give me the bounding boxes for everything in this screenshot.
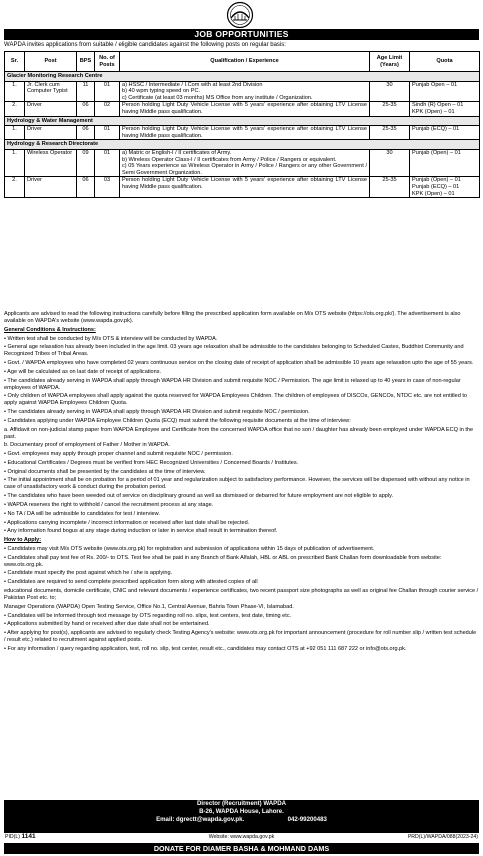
cell-sr: 2. (5, 102, 25, 116)
general-conditions-heading: General Conditions & Instructions: (4, 326, 96, 333)
cell-qualification (120, 81, 370, 102)
table-row (5, 102, 480, 116)
cell-bps: 06 (77, 102, 95, 116)
director-title: Director (Recruitment) WAPDA (196, 800, 287, 807)
cell-age-limit: 25-35 (370, 102, 410, 116)
general-condition-item: • Written test shall be conducted by M/s OTS & interview will be conducted by WAPDA. (4, 335, 218, 342)
cell-qualification (120, 102, 370, 116)
phone: 042-99200483 (287, 816, 327, 823)
cell-sr: 1. (5, 126, 25, 140)
how-to-apply-list (4, 546, 479, 653)
cell-no-of-posts: 02 (95, 102, 120, 116)
table-row (5, 177, 480, 198)
how-to-apply-heading: How to Apply: (4, 537, 42, 544)
quota-line: Punjab Open – 01 (412, 81, 458, 88)
general-condition-item: a. Affidavit on non-judicial stamp paper from WAPDA Employee and Certificate from the concerned WAPDA office that no son / daughter has already been employed under WAPDA ECQ in the past. (4, 426, 474, 440)
wapda-logo-icon (223, 1, 257, 29)
cell-quota (410, 126, 480, 140)
cell-qualification (120, 177, 370, 198)
pid-label: PID(L) (5, 834, 20, 840)
cell-bps: 11 (77, 81, 95, 102)
address: B-26, WAPDA House, Lahore. (199, 808, 284, 815)
section-row (5, 116, 480, 126)
qualification-line: c) Certificate (at least 03 months) MS Office from any institute / Organization. (122, 94, 313, 101)
how-to-apply-item: • Candidate must specify the post against which he / she is applying. (4, 570, 173, 577)
qualification-line: b) 40 wpm typing speed on PC. (122, 88, 201, 95)
header-qualification: Qualification / Experience (120, 52, 370, 72)
general-condition-item: • The candidates already serving in WAPDA shall apply through WAPDA HR Division and submit requisite NOC / Permission. The age limit is relaxed up to 40 years in case of non-regular employees of WAPDA. (4, 377, 461, 391)
cell-age-limit: 25-35 (370, 177, 410, 198)
quota-line: Punjab (Open) – 01 (412, 177, 461, 184)
cell-quota (410, 177, 480, 198)
general-conditions-list (4, 336, 479, 536)
how-to-apply-item: • Candidates shall pay test fee of Rs. 200/- to OTS. Test fee shall be paid in any Branch of Bank Alfalah, HBL or ABL on prescribed Bank Challan form downloadable from website: www.ots.org.pk. (4, 554, 442, 568)
cell-no-of-posts: 01 (95, 149, 120, 176)
general-condition-item: • WAPDA reserves the right to withhold / cancel the recruitment process at any stage. (4, 501, 214, 508)
table-row (5, 126, 480, 140)
how-to-apply-item: • For any information / query regarding application, test, roll no. slip, test center, result etc., candidates may contact OTS at +92 051 111 687 222 or info@ots.org.pk. (4, 645, 407, 652)
intro-text: WAPDA invites applications from suitable / eligible candidates against the following posts on regular basis: (4, 42, 286, 48)
how-to-apply-item: • Candidates are required to send complete prescribed application form along with attested copies of all (4, 579, 258, 586)
how-to-apply-item: Manager Operations (WAPDA) Open Testing Service, Office No.1, Central Avenue, Bahria Town Phase-VI, Islamabad. (4, 603, 294, 610)
section-row (5, 140, 480, 150)
instructions-section (4, 311, 479, 655)
header-no-of-posts: No. of Posts (95, 52, 120, 72)
table-header-row (5, 52, 480, 72)
qualification-line: Person holding Light Duty Vehicle License with 5 years' experience after obtaining LTV License having Middle pass qualification. (122, 177, 367, 190)
qualification-line: b) Wireless Operator Class-I / II certificates from Army / Police / Rangers or equivalent. (122, 156, 337, 163)
how-to-apply-item: • Applications submitted by hand or received after due date shall not be entertained. (4, 621, 210, 628)
general-condition-item: • Any information found bogus at any stage during induction or later in service shall result in termination thereof. (4, 528, 278, 535)
header-bps: BPS (77, 52, 95, 72)
cell-quota (410, 81, 480, 102)
qualification-line: Person holding Light Duty Vehicle License with 5 years' experience after obtaining LTV License having Middle pass qualification. (122, 102, 367, 115)
email: Email: dgrectt@wapda.gov.pk. (156, 816, 245, 823)
cell-no-of-posts: 01 (95, 126, 120, 140)
general-condition-item: • Govt. / WAPDA employees who have completed 02 years continuous service on the closing date of receipt of application shall be admissible 10 years age relaxation upto the age of 55 years. (4, 360, 474, 366)
cell-no-of-posts: 03 (95, 177, 120, 198)
qualification-line: c) 05 Years experience as Wireless Operator in Army / Police / Rangers or any other Government / Semi Government Organization. (122, 163, 367, 176)
general-condition-item: b. Documentary proof of employment of Father / Mother in WAPDA. (4, 442, 170, 449)
cell-sr: 1. (5, 81, 25, 102)
website: Website: www.wapda.gov.pk (208, 834, 275, 840)
header-quota: Quota (410, 52, 480, 72)
general-condition-item: • Only children of WAPDA employees shall apply against the quota reserved for WAPDA Employees Children. The children of employees of DISCOs, GENCOs, NTDC etc. are not entitled to apply against WAPDA Employees Children Quota. (4, 393, 467, 407)
section-title: Hydrology & Research Directorate (5, 140, 480, 150)
cell-post: Driver (25, 126, 77, 140)
qualification-line: a) Matric or English-I / II certificates of Army. (122, 149, 232, 156)
section-row (5, 72, 480, 82)
table-row (5, 149, 480, 176)
cell-post: Wireless Operator (25, 149, 77, 176)
pid-number: 1141 (21, 833, 36, 840)
cell-bps: 06 (77, 126, 95, 140)
cell-age-limit: 30 (370, 81, 410, 102)
cell-qualification (120, 149, 370, 176)
header-age-limit: Age Limit (Years) (370, 52, 410, 72)
general-condition-item: • Original documents shall be presented by the candidates at the time of interview. (4, 468, 206, 475)
quota-line: KPK (Open) – 01 (412, 190, 455, 197)
qualification-line: Person holding Light Duty Vehicle License with 5 years' experience after obtaining LTV License having Middle pass qualification. (122, 126, 367, 139)
cell-sr: 1. (5, 149, 25, 176)
cell-age-limit: 30 (370, 149, 410, 176)
how-to-apply-item: educational documents, domicile certificate, CNIC and relevant documents / experience certificates, two recent passport size photographs as well as original fee Challan through courier service / Pakistan Post etc. to; (4, 588, 479, 601)
general-condition-item: • Educational Certificates / Degrees must be verified from HEC Recognized Universities / Concerned Boards / Institutes. (4, 459, 299, 466)
header-post: Post (25, 52, 77, 72)
prd-reference: PRD(L)/WAPDA/088(2023-24) (407, 834, 478, 840)
contact-footer (4, 800, 479, 833)
general-condition-item: • The candidates already serving in WAPDA shall apply through WAPDA HR Division and submit requisite NOC / permission. (4, 409, 310, 415)
header-sr: Sr. (5, 52, 25, 72)
page-title: JOB OPPORTUNITIES (4, 29, 479, 40)
quota-line: KPK (Open) – 01 (412, 108, 455, 115)
quota-line: Punjab (ECQ) – 01 (412, 183, 460, 190)
cell-post: Driver (25, 102, 77, 116)
cell-quota (410, 149, 480, 176)
table-row (5, 81, 480, 102)
cell-sr: 2. (5, 177, 25, 198)
quota-line: Sindh (R) Open – 01 (412, 102, 464, 109)
cell-no-of-posts: 01 (95, 81, 120, 102)
contact-line (4, 816, 479, 824)
applicants-note: Applicants are advised to read the following instructions carefully before filling the prescribed application form available on M/s OTS website (https://ots.org.pk/). The advertisement is also available on WAPDA's website (www.wapda.gov.pk). (4, 311, 461, 324)
cell-post: Jr. Clerk cum Computer Typist (25, 81, 77, 102)
section-title: Glacier Monitoring Research Centre (5, 72, 480, 82)
how-to-apply-item: • Candidates will be informed through text message by OTS regarding roll no. slips, test centers, test date, timing etc. (4, 612, 292, 619)
cell-bps: 06 (77, 177, 95, 198)
cell-qualification (120, 126, 370, 140)
qualification-line: a) HSSC / Intermediate / I.Com with at least 2nd Division (122, 81, 263, 88)
general-condition-item: • Govt. employees may apply through proper channel and submit requisite NOC / permission. (4, 451, 233, 458)
posts-table (4, 51, 480, 198)
quota-line: Punjab (Open) – 01 (412, 149, 461, 156)
cell-quota (410, 102, 480, 116)
general-condition-item: • Applications carrying incomplete / incorrect information or received after last date shall be rejected. (4, 519, 250, 526)
cell-age-limit: 25-35 (370, 126, 410, 140)
general-condition-item: • No TA / DA will be admissible to candidates for test / interview. (4, 510, 160, 517)
how-to-apply-item: • Candidates may visit M/s OTS website (www.ots.org.pk) for registration and submission of applications within 15 days of publication of advertisement. (4, 545, 375, 552)
cell-post: Driver (25, 177, 77, 198)
donate-banner: DONATE FOR DIAMER BASHA & MOHMAND DAMS (4, 843, 479, 854)
general-condition-item: • General age relaxation has already been included in the age limit. 03 years age relaxation shall be admissible to the candidates belonging to Scheduled Castes, Buddhist Community and Recognized Tribes of Tribal Areas. (4, 344, 464, 358)
cell-bps: 09 (77, 149, 95, 176)
general-condition-item: • Age will be calculated as on last date of receipt of applications. (4, 368, 162, 375)
general-condition-item: • Candidates applying under WAPDA Employee Children Quota (ECQ) must submit the following requisite documents at the time of interview: (4, 417, 351, 424)
how-to-apply-item: • After applying for post(s), applicants are advised to regularly check Testing Agency's website: www.ots.org.pk for important announcement (procedure for roll number slip / written test schedule / result etc.) related to recruitment against applied posts. (4, 630, 477, 644)
general-condition-item: • The initial appointment shall be on probation for a period of 01 year and regularization subject to satisfactory performance. However, the services will be dispensed with without any notice in case of unsatisfactory work & conduct during the probation period. (4, 477, 470, 491)
general-condition-item: • The candidates who have been weeded out of service on disciplinary ground as well as dismissed or debarred for future employment are not eligible to apply. (4, 493, 394, 500)
section-title: Hydrology & Water Management (5, 116, 480, 126)
quota-line: Punjab (ECQ) – 01 (412, 126, 460, 133)
